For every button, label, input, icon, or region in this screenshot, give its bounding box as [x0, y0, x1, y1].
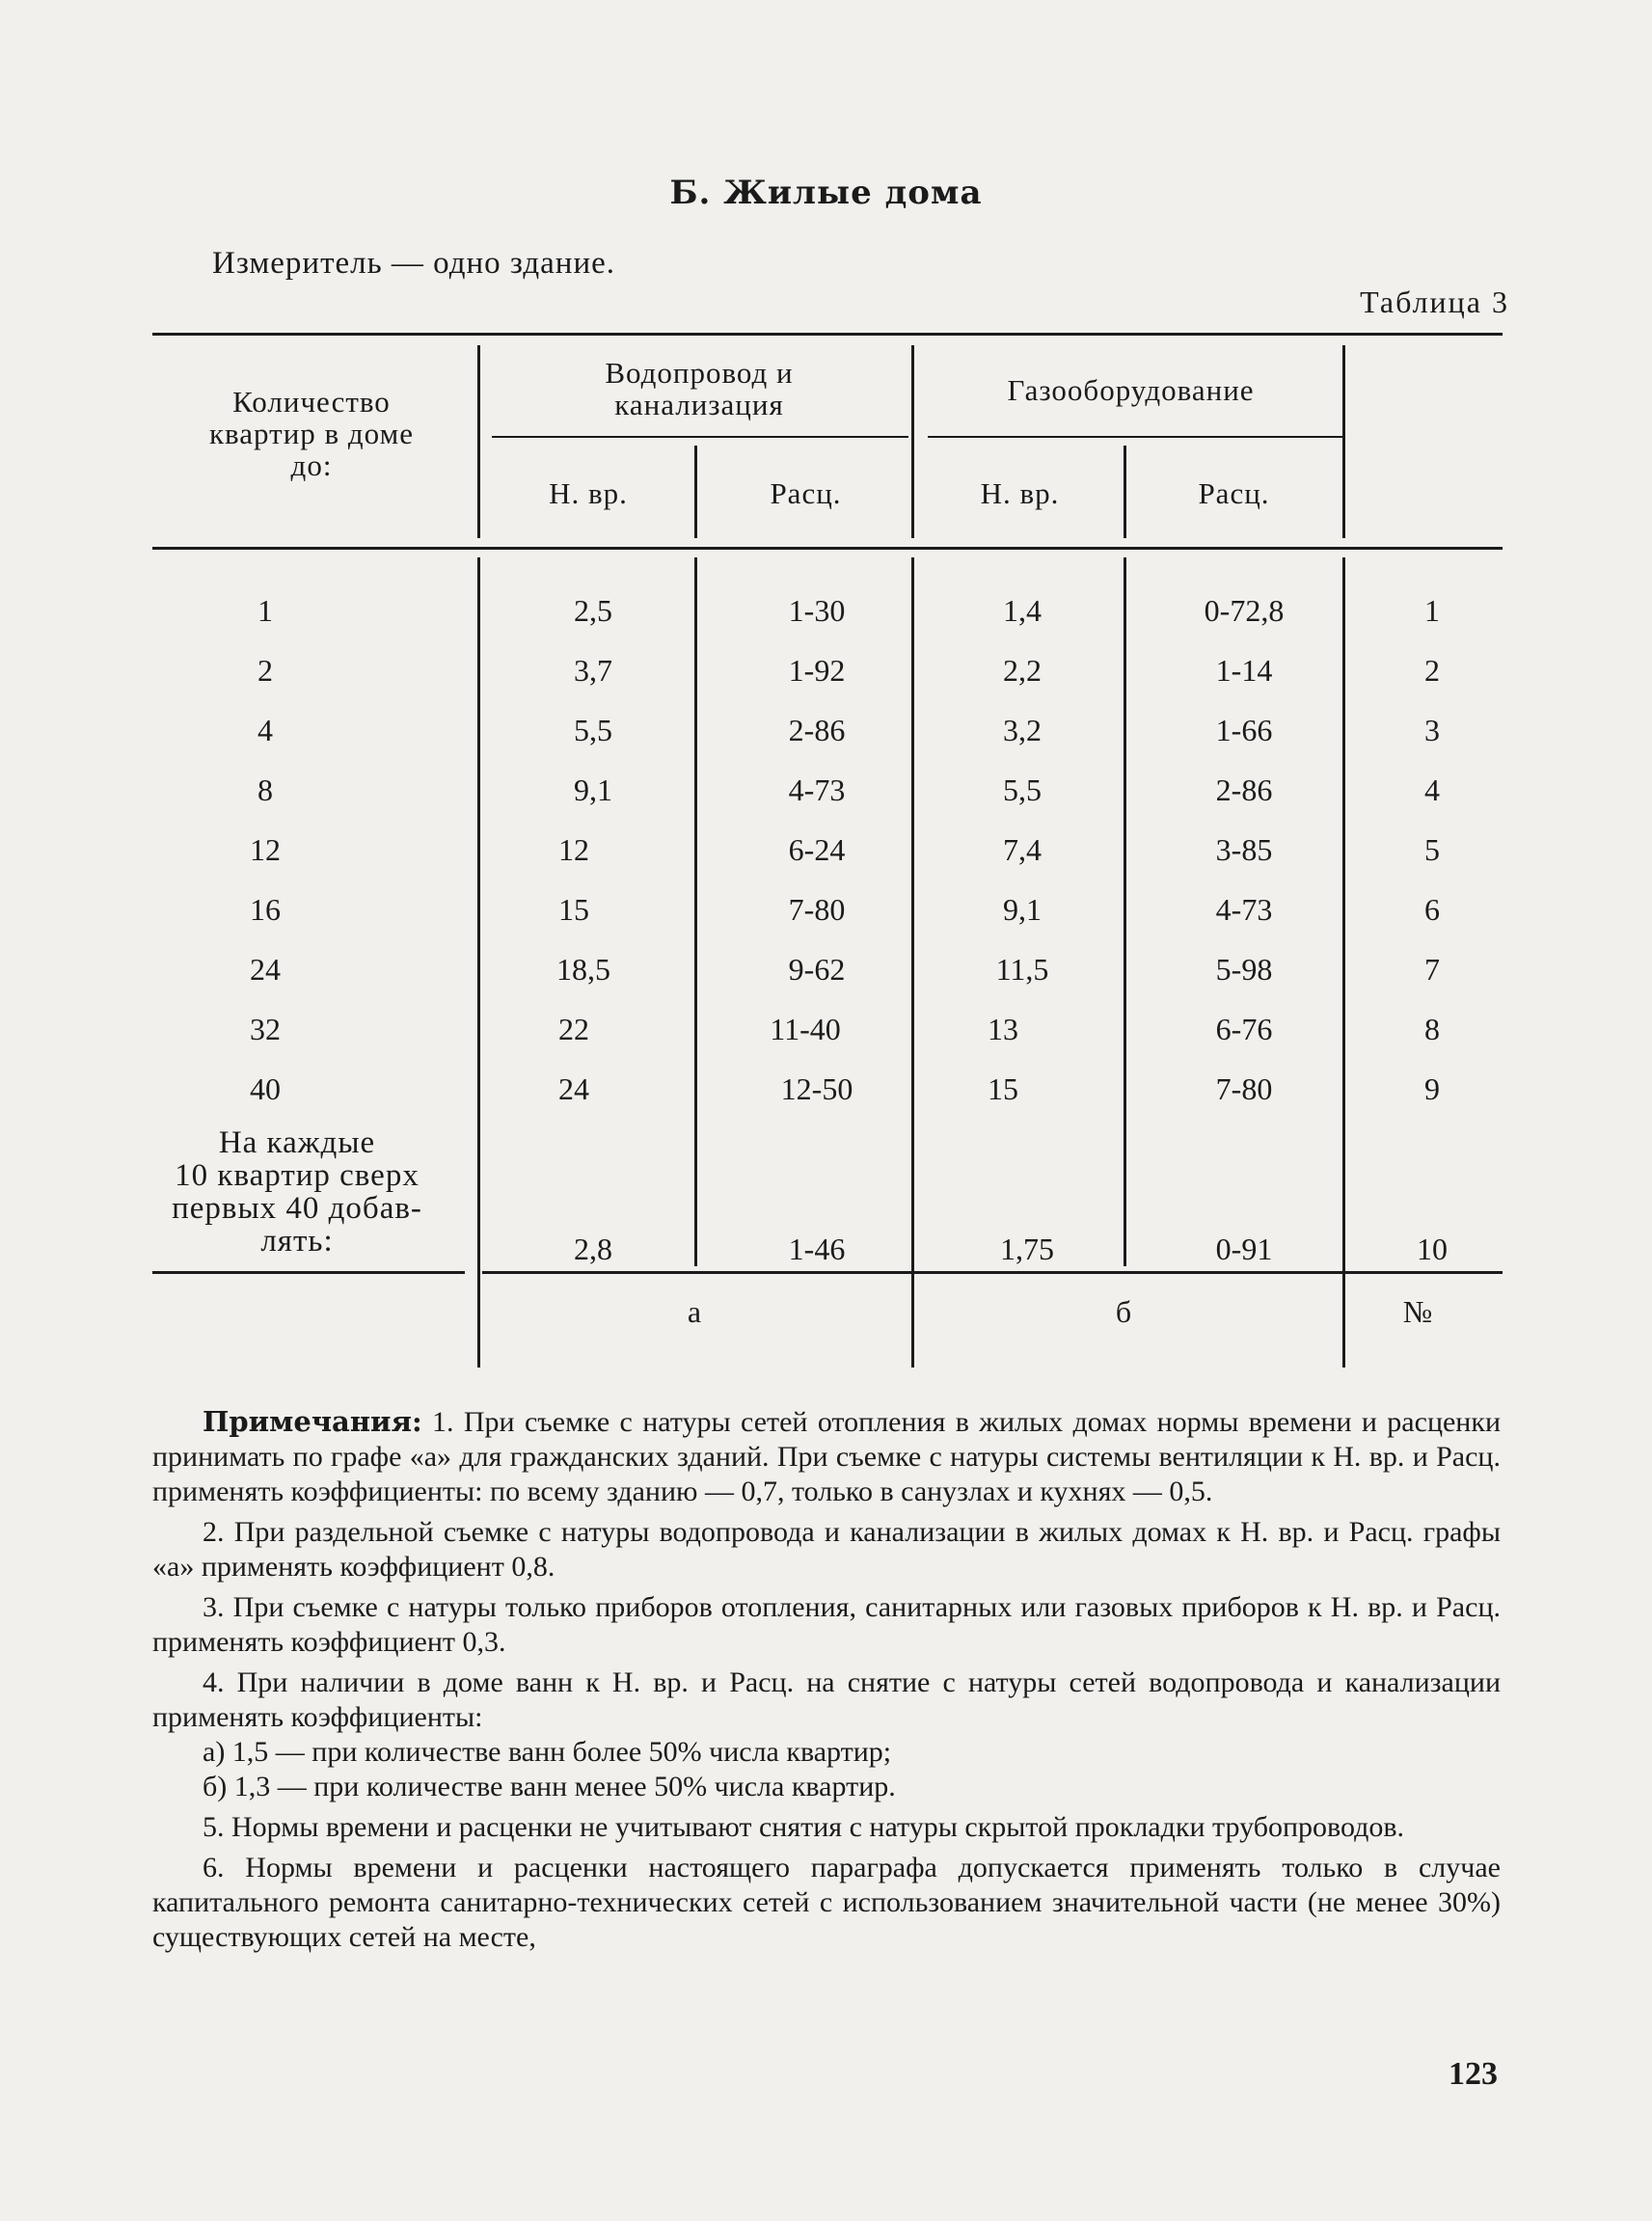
header-a-rate: Расц. [770, 476, 842, 510]
vline-ab [911, 345, 914, 538]
vline-no-body [1342, 557, 1345, 1368]
vline-qty [477, 345, 480, 538]
header-b-rate: Расц. [1198, 476, 1270, 510]
note-2: 2. При раздельной съемке с натуры водопровода и канализации в жилых домах к Н. вр. и Расц. графы «а» применять коэффициент 0,8. [152, 1516, 1501, 1583]
note-5: 5. Нормы времени и расценки не учитывают снятия с натуры скрытой прокладки трубопроводов. [203, 1811, 1405, 1843]
vline-ab-body [911, 557, 914, 1368]
header-group-a: Водопровод и канализация [605, 356, 794, 421]
note-4b: б) 1,3 — при количестве ванн менее 50% числа квартир. [203, 1771, 896, 1802]
note-6: 6. Нормы времени и расценки настоящего параграфа допускается применять только в случае капитального ремонта санитарно-технических сетей с использованием значительной части (не менее 30%) существующих сетей на месте, [152, 1852, 1501, 1953]
note-4a: а) 1,5 — при количестве ванн более 50% числа квартир; [203, 1736, 892, 1768]
vline-a-mid [694, 446, 697, 538]
header-a-time: Н. вр. [549, 476, 628, 510]
vline-b-mid [1124, 446, 1126, 538]
group-a-rule [492, 436, 908, 438]
measure-unit: Измеритель — одно здание. [212, 246, 616, 281]
extra-row-bottom-rule-left [152, 1271, 465, 1274]
header-bottom-rule [152, 547, 1503, 550]
notes [152, 1404, 1501, 1961]
footer-no: № [1402, 1294, 1433, 1329]
table-label: Таблица 3 [1360, 284, 1509, 319]
table-top-rule [152, 333, 1503, 336]
header-b-time: Н. вр. [980, 476, 1060, 510]
section-title: Б. Жилые дома [669, 174, 983, 212]
header-qty: Количество квартир в доме до: [209, 385, 414, 482]
page-number: 123 [1449, 2056, 1498, 2092]
note-3: 3. При съемке с натуры только приборов отопления, санитарных или газовых приборов к Н. вр. и Расц. применять коэффициент 0,3. [152, 1591, 1501, 1658]
note-1: Примечания: 1. При съемке с натуры сетей отопления в жилых домах нормы времени и расценки принимать по графе «а» для гражданских зданий. При съемке с натуры системы вентиляции к Н. вр. и Расц. применять коэффициенты: по всему зданию — 0,7, только в санузлах и кухнях — 0,5. [152, 1405, 1501, 1507]
vline-no [1342, 345, 1345, 538]
vline-qty-body [477, 557, 480, 1368]
footer-b: б [1115, 1294, 1132, 1329]
extra-row-label: На каждые 10 квартир сверх первых 40 добав- лять: [172, 1125, 422, 1259]
extra-row-bottom-rule-right [482, 1271, 1503, 1274]
header-group-b: Газооборудование [1007, 373, 1255, 407]
group-b-rule [928, 436, 1344, 438]
vline-a-mid-body [694, 557, 697, 1266]
vline-b-mid-body [1124, 557, 1126, 1266]
footer-a: а [687, 1294, 702, 1329]
note-4: 4. При наличии в доме ванн к Н. вр. и Расц. на снятие с натуры сетей водопровода и канализации применять коэффициенты: [152, 1666, 1501, 1733]
